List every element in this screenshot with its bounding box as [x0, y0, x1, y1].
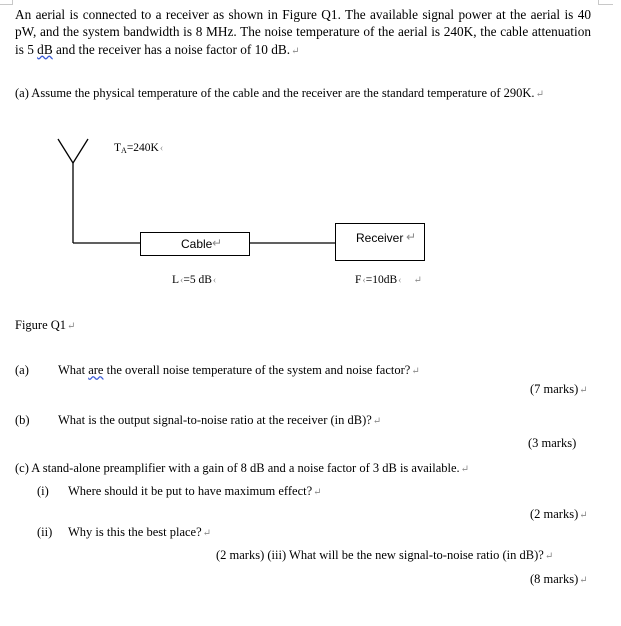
receiver-noise-factor-label: F‹=10dB‹ ↵ — [355, 274, 422, 286]
intro-db-word: dB — [37, 41, 53, 57]
question-b-marks: (3 marks) — [528, 436, 577, 450]
question-a-number: (a) — [15, 363, 29, 377]
question-a-text: What are the overall noise temperature of the system and noise factor?↵ — [58, 363, 420, 377]
cable-loss-label: L‹=5 dB‹ — [172, 274, 217, 286]
receiver-box: Receiver ↵ — [335, 223, 425, 261]
question-c-text: (c) A stand-alone preamplifier with a gain of 8 dB and a noise factor of 3 dB is available.↵ — [15, 461, 470, 475]
question-a-marks: (7 marks)↵ — [530, 382, 588, 396]
intro-paragraph: An aerial is connected to a receiver as shown in Figure Q1. The available signal power at the aerial is 40 pW, and the system bandwidth is 8 MHz. The noise temperature of the aerial is 240K, the cable attenuation is 5 dB and the receiver has a noise factor of 10 dB.↵ — [15, 7, 591, 57]
question-c-i-marks: (2 marks)↵ — [530, 507, 588, 521]
aerial-temperature-label: $T_A=240K‹$ — [114, 142, 164, 155]
aerial-symbol — [58, 139, 88, 243]
paragraph-mark: ↵ — [291, 45, 300, 57]
figure-caption: Figure Q1↵ — [15, 318, 76, 332]
question-c-i-number: (i) — [37, 484, 49, 498]
part-a-assumption: (a) Assume the physical temperature of the cable and the receiver are the standard temperature of 290K.↵ — [15, 86, 544, 100]
question-c-iii-text: (2 marks) (iii) What will be the new signal-to-noise ratio (in dB)?↵ — [216, 548, 554, 562]
question-c-ii-text: Why is this the best place?↵ — [68, 525, 212, 539]
cable-box: Cable ↵ — [140, 232, 250, 256]
question-b-number: (b) — [15, 413, 30, 427]
question-c-iii-marks: (8 marks)↵ — [530, 572, 588, 586]
question-c-i-text: Where should it be put to have maximum effect?↵ — [68, 484, 322, 498]
question-b-text: What is the output signal-to-noise ratio at the receiver (in dB)?↵ — [58, 413, 382, 427]
question-c-ii-number: (ii) — [37, 525, 53, 539]
